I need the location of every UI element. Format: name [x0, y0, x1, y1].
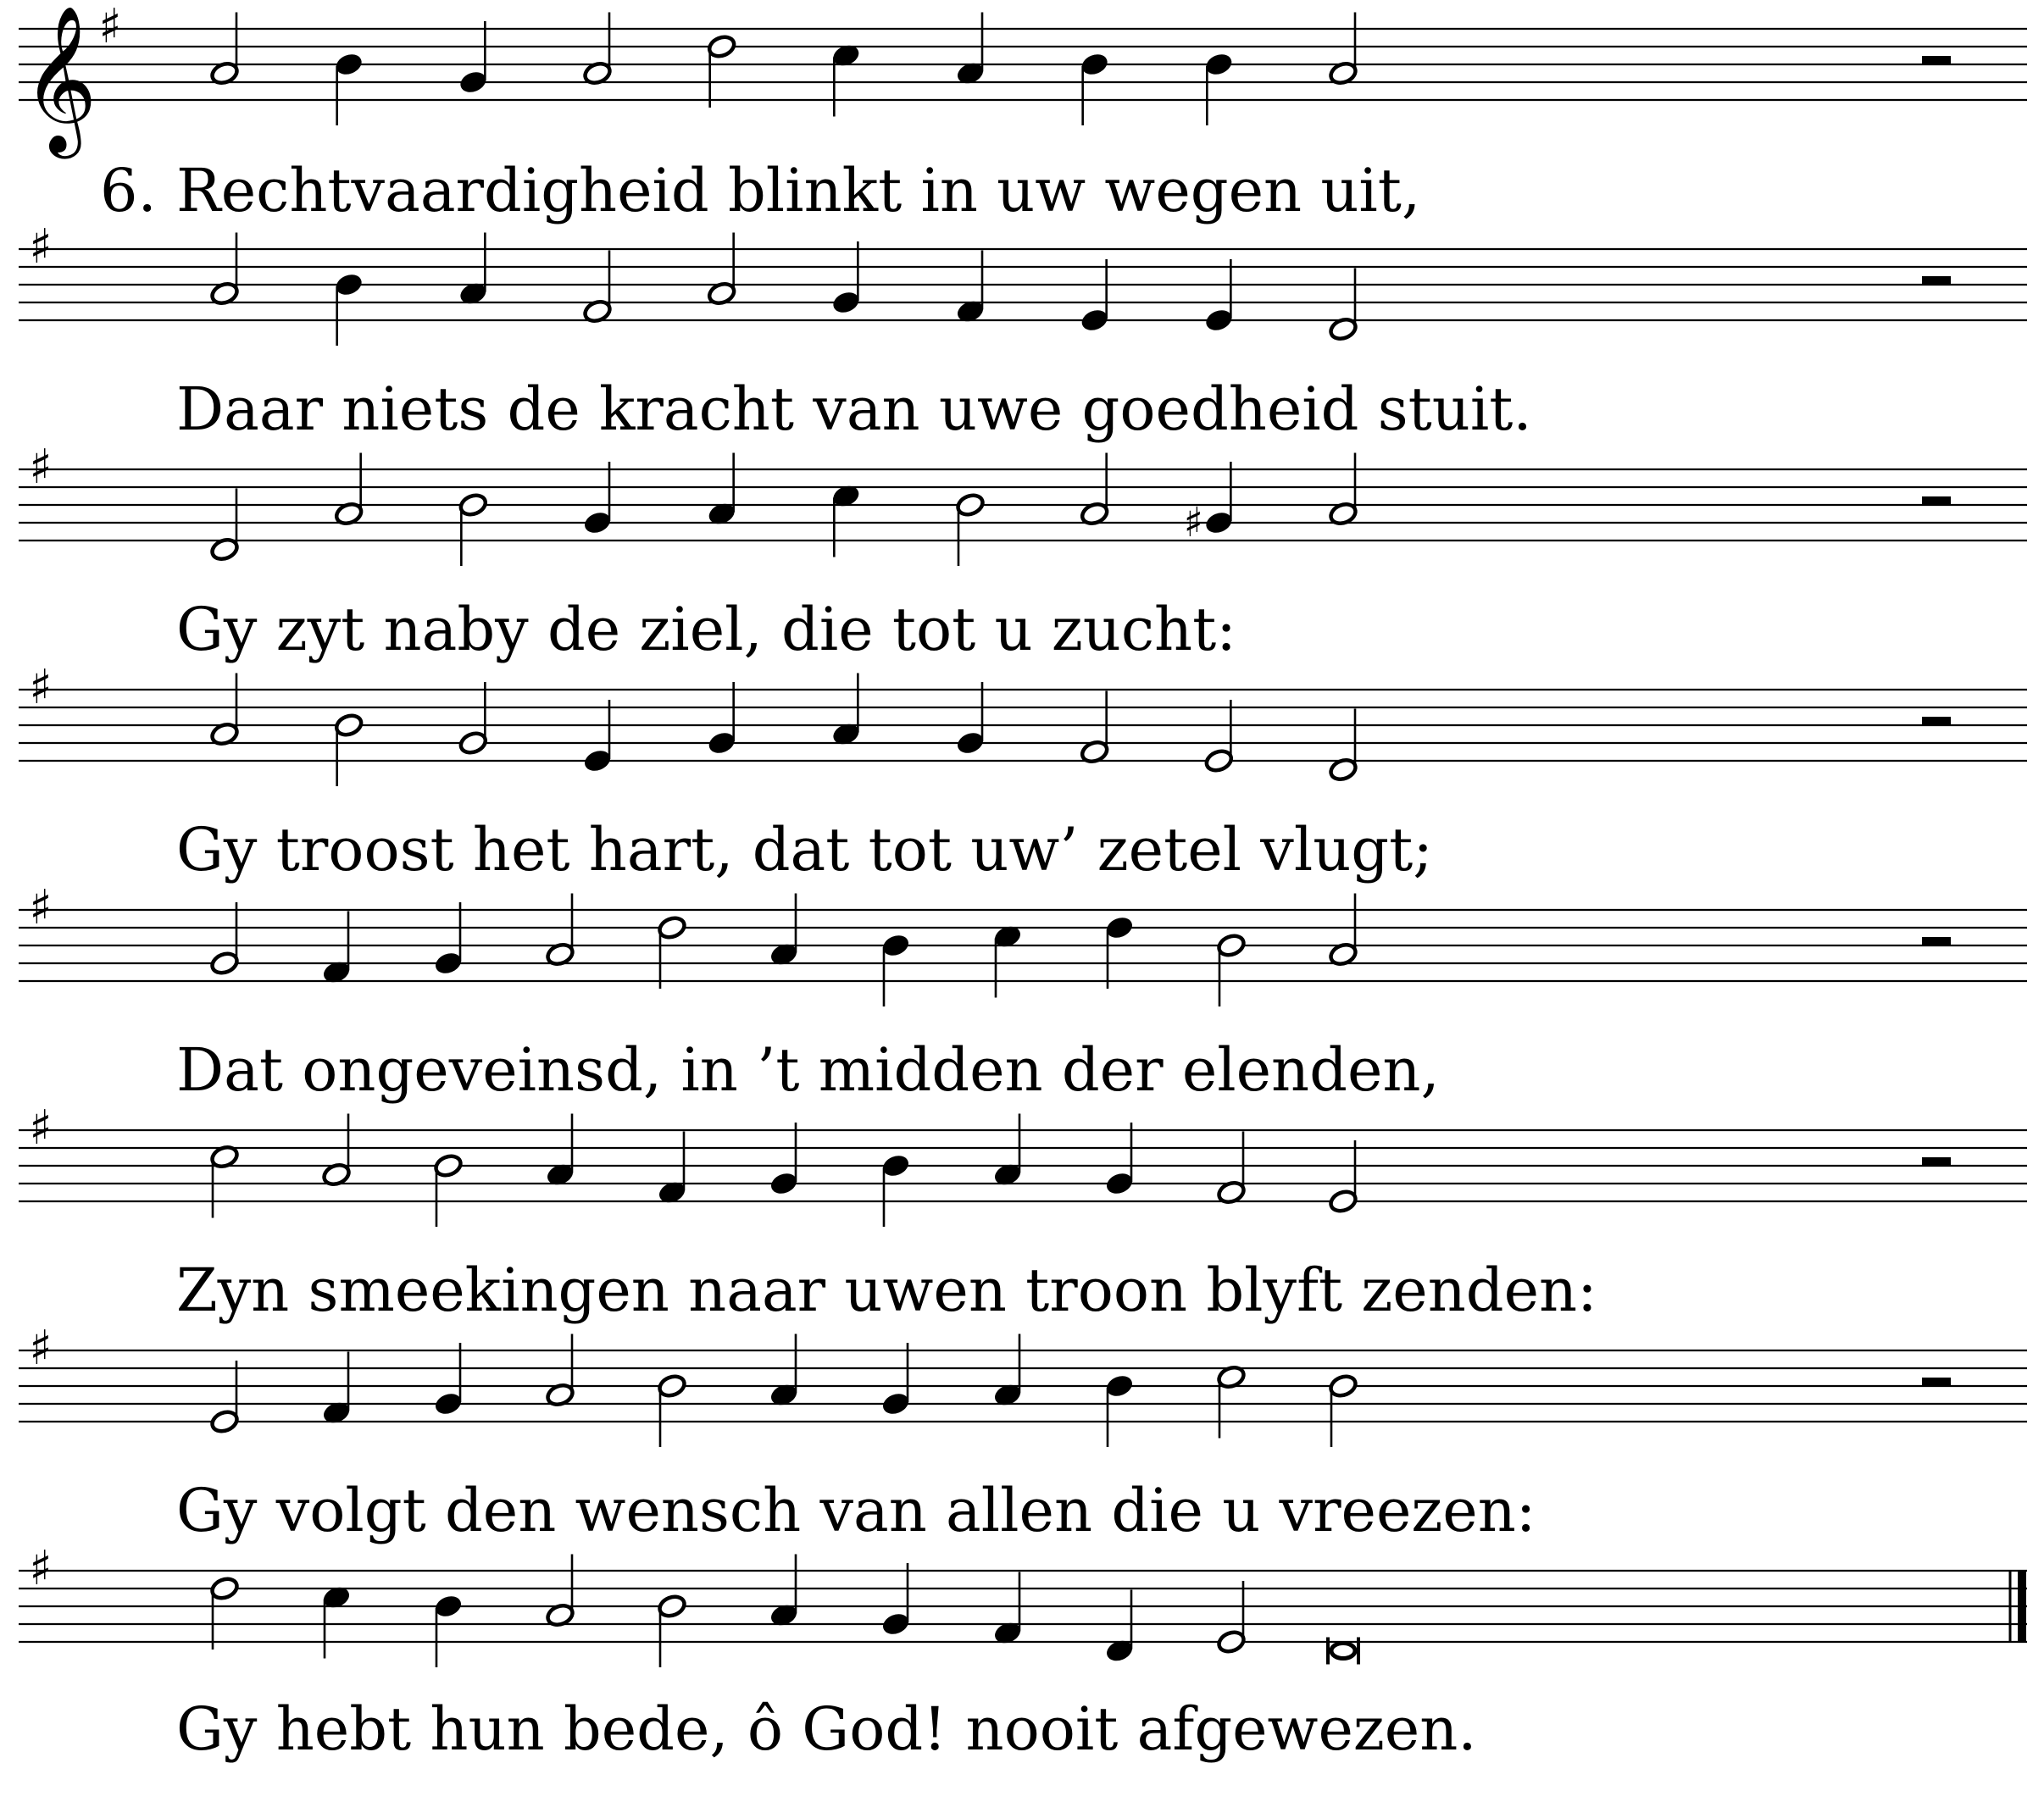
notehead-filled — [1203, 52, 1234, 78]
treble-clef-icon: 𝄞 — [22, 5, 97, 152]
lyric-line-7: Gy volgt den wensch van allen die u vreezen: — [176, 1476, 1536, 1545]
note — [992, 1114, 1023, 1188]
note — [334, 712, 364, 786]
note — [1080, 691, 1110, 765]
note — [1104, 1123, 1135, 1196]
note — [545, 1555, 575, 1628]
whole-rest-icon — [1922, 937, 1951, 945]
lyric-line-6: Zyn smeekingen naar uwen troon blyft zenden: — [176, 1256, 1597, 1325]
note — [433, 902, 464, 976]
notehead-hollow — [334, 712, 364, 739]
verse-number: 6. — [100, 156, 157, 225]
notehead-hollow — [458, 730, 488, 757]
note — [321, 912, 352, 985]
note — [321, 1114, 352, 1188]
notehead-hollow — [433, 1153, 464, 1179]
note — [545, 1334, 575, 1408]
sharp-accidental-icon: ♯ — [1183, 499, 1203, 546]
key-signature-sharp-icon: ♯ — [29, 1541, 53, 1596]
key-signature-sharp-icon: ♯ — [29, 219, 53, 274]
note — [992, 923, 1023, 997]
note — [880, 1563, 911, 1637]
lyric-line-2: Daar niets de kracht van uwe goedheid stuit. — [176, 374, 1532, 444]
lyric-line-8: Gy hebt hun bede, ô God! nooit afgewezen. — [176, 1694, 1477, 1764]
notehead-hollow — [657, 915, 687, 941]
note — [209, 233, 240, 307]
key-signature-sharp-icon: ♯ — [29, 880, 53, 935]
note — [880, 1343, 911, 1417]
notehead-hollow — [209, 1576, 240, 1602]
notehead-hollow — [707, 34, 737, 60]
note — [209, 1361, 240, 1434]
notehead-filled — [433, 1594, 464, 1620]
whole-rest-icon — [1922, 496, 1951, 505]
note — [433, 1153, 464, 1227]
note — [955, 682, 986, 756]
notehead-hollow — [1216, 933, 1247, 959]
note — [545, 1114, 575, 1188]
staff-system-7 — [19, 1321, 2027, 1447]
whole-rest-icon — [1922, 56, 1951, 64]
note — [1216, 1132, 1247, 1206]
note — [1203, 259, 1234, 333]
notehead-filled — [582, 748, 613, 774]
note — [769, 1334, 799, 1408]
notehead-filled — [707, 730, 737, 757]
note — [830, 241, 861, 315]
notehead-filled — [880, 1153, 911, 1179]
notehead-hollow — [1216, 1629, 1247, 1655]
note — [1216, 933, 1247, 1006]
staff-system-5 — [19, 880, 2027, 1006]
note — [1328, 894, 1358, 968]
note — [209, 1144, 240, 1217]
note — [1080, 259, 1110, 333]
note — [1328, 453, 1358, 527]
note — [830, 42, 861, 116]
notehead-filled — [769, 1171, 799, 1197]
notehead-hollow — [657, 1373, 687, 1400]
notehead-filled — [955, 730, 986, 757]
note — [334, 52, 364, 125]
note — [769, 1123, 799, 1196]
lyric-line-3: Gy zyt naby de ziel, die tot u zucht: — [176, 595, 1236, 664]
note — [582, 13, 613, 86]
notehead-filled — [433, 1391, 464, 1417]
note — [1104, 1373, 1135, 1447]
notehead-filled — [880, 1391, 911, 1417]
notehead-filled — [1203, 510, 1234, 536]
note — [1203, 52, 1234, 125]
notehead-filled — [334, 52, 364, 78]
notehead-filled — [1104, 915, 1135, 941]
note — [1328, 269, 1358, 342]
key-signature-sharp-icon: ♯ — [29, 440, 53, 495]
note — [955, 492, 986, 566]
whole-rest-icon — [1922, 1157, 1951, 1166]
note — [582, 700, 613, 773]
notehead-filled — [880, 1611, 911, 1638]
notehead-breve — [1331, 1644, 1355, 1659]
note — [334, 453, 364, 527]
note — [209, 1576, 240, 1650]
note — [880, 1153, 911, 1227]
note — [582, 462, 613, 535]
notehead-filled — [880, 933, 911, 959]
note — [1216, 1364, 1247, 1438]
note — [321, 1352, 352, 1426]
note — [830, 483, 861, 557]
notehead-hollow — [209, 1409, 240, 1435]
note — [209, 902, 240, 976]
note — [707, 233, 737, 307]
note — [992, 1334, 1023, 1408]
note — [955, 13, 986, 86]
note — [1104, 1590, 1135, 1664]
notehead-hollow — [955, 492, 986, 518]
staff-system-8 — [19, 1541, 2027, 1667]
notehead-hollow — [458, 492, 488, 518]
whole-rest-icon — [1922, 1378, 1951, 1386]
notehead-filled — [458, 69, 488, 96]
notehead-filled — [1203, 308, 1234, 334]
notehead-filled — [1080, 52, 1110, 78]
note — [830, 674, 861, 747]
key-signature-sharp-icon: ♯ — [29, 1101, 53, 1156]
staff-system-6 — [19, 1101, 2027, 1227]
note — [1080, 453, 1110, 527]
notehead-filled — [1080, 308, 1110, 334]
notehead-hollow — [1328, 1373, 1358, 1400]
note — [1328, 709, 1358, 783]
note — [433, 1594, 464, 1667]
lyric-line-1: Rechtvaardigheid blinkt in uw wegen uit, — [176, 156, 1421, 225]
note — [707, 34, 737, 108]
notehead-hollow — [657, 1594, 687, 1620]
staff-system-2 — [19, 219, 2027, 346]
note — [1328, 1373, 1358, 1447]
note — [209, 489, 240, 563]
note — [707, 682, 737, 756]
key-signature-sharp-icon: ♯ — [29, 660, 53, 715]
whole-rest-icon — [1922, 276, 1951, 285]
note — [657, 1132, 687, 1206]
note — [707, 453, 737, 527]
note — [769, 1555, 799, 1628]
lyric-line-4: Gy troost het hart, dat tot uw’ zetel vlugt; — [176, 815, 1433, 884]
staff-system-4 — [19, 660, 2027, 786]
notehead-filled — [582, 510, 613, 536]
note — [458, 682, 488, 756]
notehead-filled — [433, 951, 464, 977]
note — [209, 674, 240, 747]
note — [545, 894, 575, 968]
note — [1216, 1581, 1247, 1655]
lyric-line-5: Dat ongeveinsd, in ’t midden der elenden, — [176, 1035, 1440, 1105]
note — [458, 21, 488, 95]
staff-system-1 — [19, 0, 2027, 159]
note — [880, 933, 911, 1006]
whole-rest-icon — [1922, 717, 1951, 725]
note — [769, 894, 799, 968]
staff-system-3 — [19, 440, 2027, 566]
note — [582, 251, 613, 324]
note — [657, 915, 687, 989]
note — [433, 1343, 464, 1417]
note — [1328, 13, 1358, 86]
note — [209, 13, 240, 86]
note — [321, 1584, 352, 1658]
notehead-filled — [1104, 1171, 1135, 1197]
notehead-hollow — [1328, 1189, 1358, 1215]
note — [657, 1594, 687, 1667]
key-signature-sharp-icon: ♯ — [29, 1321, 53, 1376]
note — [458, 233, 488, 307]
note — [1203, 700, 1234, 773]
notehead-hollow — [1203, 748, 1234, 774]
notehead-filled — [1104, 1373, 1135, 1400]
final-barline-thick — [2018, 1571, 2026, 1642]
note — [1328, 1140, 1358, 1214]
note — [334, 272, 364, 346]
note — [955, 251, 986, 324]
note — [1104, 915, 1135, 989]
note — [458, 492, 488, 566]
key-signature-sharp-icon: ♯ — [98, 0, 122, 54]
note — [657, 1373, 687, 1447]
notehead-filled — [830, 290, 861, 316]
note — [992, 1572, 1023, 1646]
note — [1080, 52, 1110, 125]
notehead-hollow — [209, 951, 240, 977]
notehead-filled — [334, 272, 364, 298]
